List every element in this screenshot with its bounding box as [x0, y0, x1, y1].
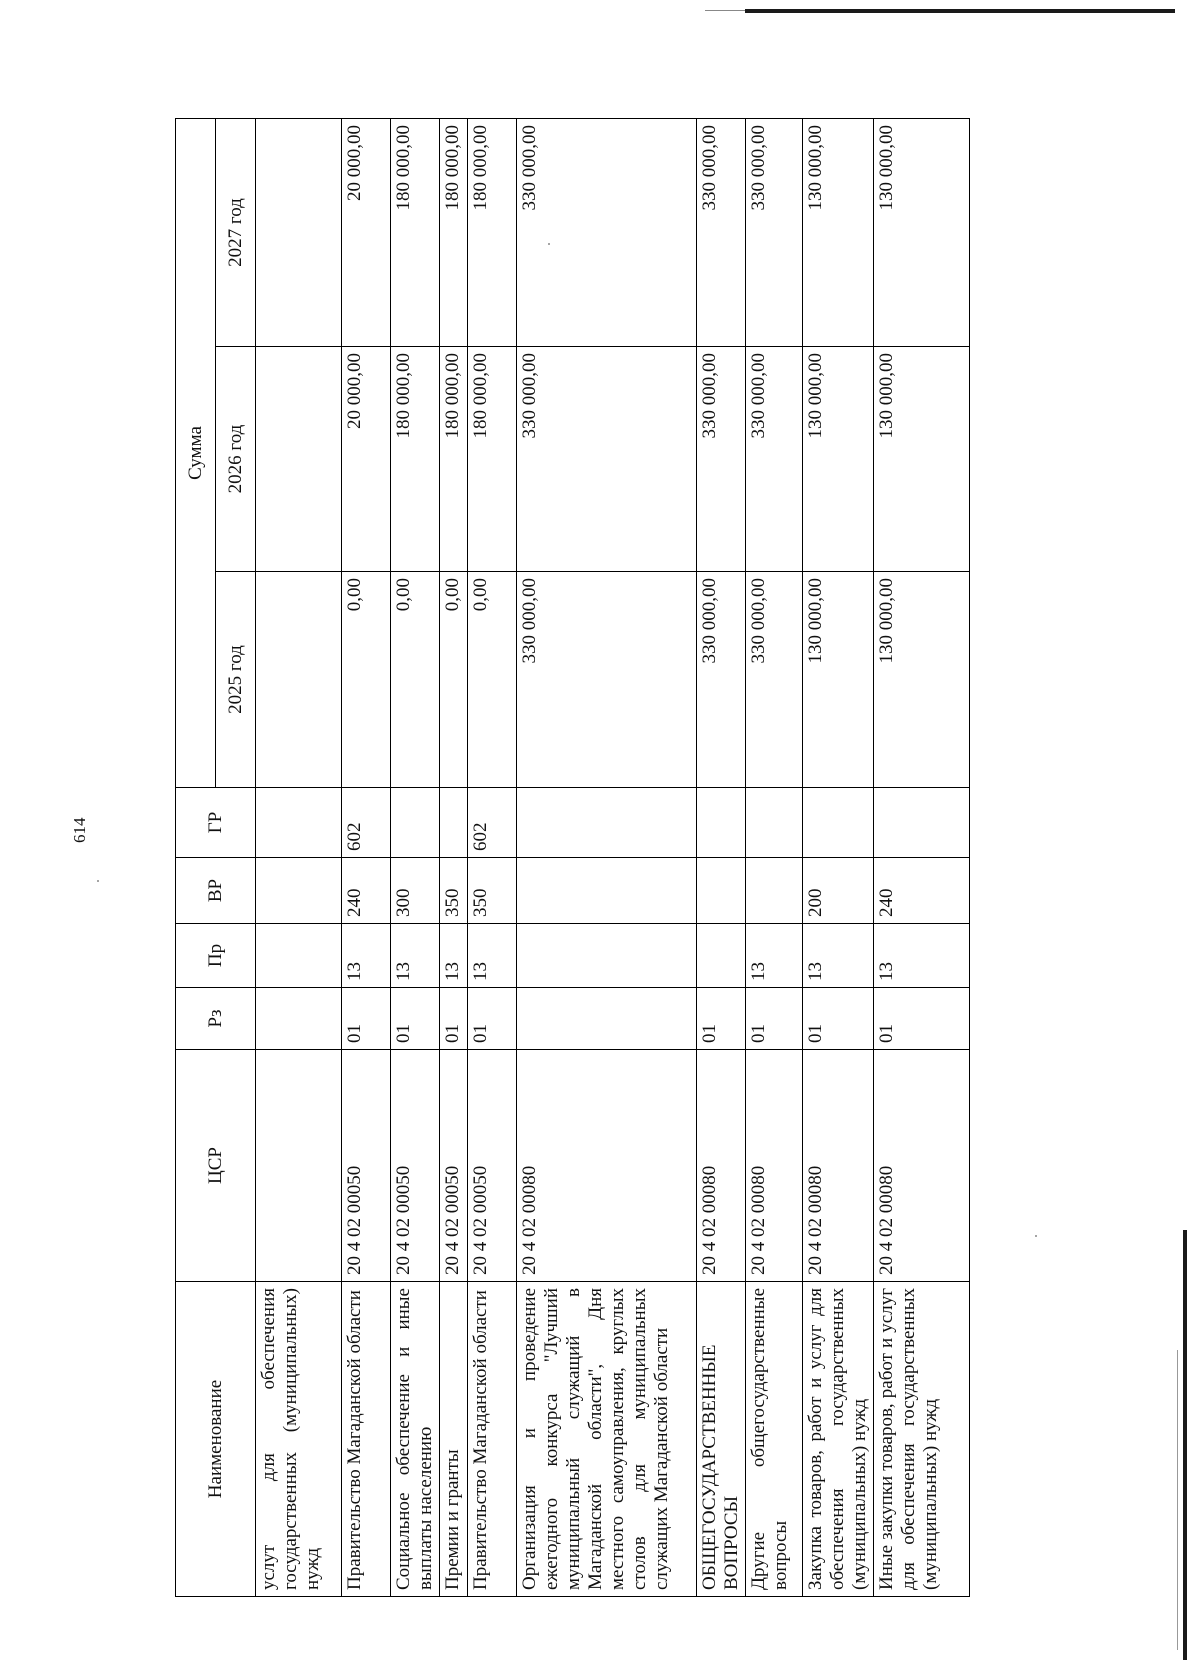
table-body — [256, 118, 970, 1596]
row-gr: 602 — [468, 788, 517, 858]
row-csr: 20 4 02 00050 — [391, 1050, 440, 1282]
header-vr: ВР — [176, 858, 256, 924]
row-sum-2026: 330 000,00 — [746, 347, 803, 572]
row-rz: 01 — [468, 988, 517, 1050]
row-csr: 20 4 02 00050 — [440, 1050, 468, 1282]
row-sum-2025: 330 000,00 — [517, 572, 697, 788]
row-pr: 13 — [803, 924, 874, 988]
row-rz: 01 — [746, 988, 803, 1050]
row-pr: 13 — [440, 924, 468, 988]
header-pr: Пр — [176, 924, 256, 988]
row-pr — [697, 924, 746, 988]
row-csr: 20 4 02 00080 — [517, 1050, 697, 1282]
row-sum-2026 — [256, 347, 342, 572]
row-sum-2027: 180 000,00 — [468, 118, 517, 346]
table-row — [391, 118, 440, 1596]
row-sum-2025: 130 000,00 — [874, 572, 970, 788]
header-name: Наименование — [176, 1282, 256, 1597]
row-vr: 350 — [468, 858, 517, 924]
table-row — [746, 118, 803, 1596]
row-sum-2025 — [256, 572, 342, 788]
row-sum-2025: 0,00 — [391, 572, 440, 788]
row-pr — [256, 924, 342, 988]
row-vr: 240 — [342, 858, 391, 924]
row-name: Правительство Магаданской области — [342, 1282, 391, 1597]
row-rz — [517, 988, 697, 1050]
row-gr — [256, 788, 342, 858]
row-name: Правительство Магаданской области — [468, 1282, 517, 1597]
header-gr: ГР — [176, 788, 256, 858]
row-name: Закупка товаров, работ и услуг для обеспечения государственных (муниципальных) нужд — [803, 1282, 874, 1597]
table-row — [440, 118, 468, 1596]
row-pr: 13 — [874, 924, 970, 988]
row-csr — [256, 1050, 342, 1282]
row-pr: 13 — [391, 924, 440, 988]
row-name: услут для обеспечения государственных (муниципальных) нужд — [256, 1282, 342, 1597]
row-sum-2027: 130 000,00 — [803, 118, 874, 346]
row-sum-2027: 180 000,00 — [440, 118, 468, 346]
row-name: Премии и гранты — [440, 1282, 468, 1597]
table-row — [874, 118, 970, 1596]
row-vr — [697, 858, 746, 924]
row-csr: 20 4 02 00080 — [874, 1050, 970, 1282]
row-sum-2027: 180 000,00 — [391, 118, 440, 346]
row-gr — [440, 788, 468, 858]
row-sum-2026: 20 000,00 — [342, 347, 391, 572]
row-pr: 13 — [468, 924, 517, 988]
row-sum-2027: 330 000,00 — [697, 118, 746, 346]
row-csr: 20 4 02 00080 — [697, 1050, 746, 1282]
table-row — [803, 118, 874, 1596]
row-vr: 240 — [874, 858, 970, 924]
row-csr: 20 4 02 00050 — [468, 1050, 517, 1282]
row-sum-2026: 130 000,00 — [874, 347, 970, 572]
scan-speck — [97, 880, 99, 882]
header-rz: Рз — [176, 988, 256, 1050]
row-rz: 01 — [440, 988, 468, 1050]
row-sum-2027: 130 000,00 — [874, 118, 970, 346]
table-row — [697, 118, 746, 1596]
row-vr — [746, 858, 803, 924]
table-header — [176, 118, 256, 1596]
row-sum-2025: 0,00 — [468, 572, 517, 788]
row-name: Социальное обеспечение и иные выплаты населению — [391, 1282, 440, 1597]
header-2026: 2026 год — [216, 347, 256, 572]
row-sum-2025: 330 000,00 — [746, 572, 803, 788]
scan-border-top — [745, 9, 1175, 13]
row-csr: 20 4 02 00080 — [746, 1050, 803, 1282]
row-name: Иные закупки товаров, работ и услуг для обеспечения государственных (муниципальных) нужд — [874, 1282, 970, 1597]
table-row — [517, 118, 697, 1596]
row-name: Другие общегосударственные вопросы — [746, 1282, 803, 1597]
header-sum: Сумма — [176, 118, 216, 787]
table-row — [256, 118, 342, 1596]
scan-border-right-thin — [1177, 1350, 1178, 1650]
row-sum-2027: 20 000,00 — [342, 118, 391, 346]
table-row — [468, 118, 517, 1596]
row-vr: 350 — [440, 858, 468, 924]
row-gr — [391, 788, 440, 858]
row-csr: 20 4 02 00050 — [342, 1050, 391, 1282]
row-sum-2026: 330 000,00 — [517, 347, 697, 572]
row-csr: 20 4 02 00080 — [803, 1050, 874, 1282]
row-sum-2025: 0,00 — [342, 572, 391, 788]
row-gr — [874, 788, 970, 858]
row-vr — [256, 858, 342, 924]
row-rz: 01 — [342, 988, 391, 1050]
row-rz: 01 — [391, 988, 440, 1050]
row-sum-2026: 180 000,00 — [468, 347, 517, 572]
row-pr: 13 — [746, 924, 803, 988]
row-sum-2027: 330 000,00 — [746, 118, 803, 346]
row-gr — [697, 788, 746, 858]
row-gr — [803, 788, 874, 858]
row-sum-2027: 330 000,00 — [517, 118, 697, 346]
row-sum-2026: 130 000,00 — [803, 347, 874, 572]
row-sum-2026: 330 000,00 — [697, 347, 746, 572]
row-rz: 01 — [803, 988, 874, 1050]
scan-border-right — [1183, 1230, 1187, 1660]
header-2027: 2027 год — [216, 118, 256, 346]
row-rz: 01 — [874, 988, 970, 1050]
table-row — [342, 118, 391, 1596]
row-vr — [517, 858, 697, 924]
row-pr — [517, 924, 697, 988]
row-sum-2026: 180 000,00 — [440, 347, 468, 572]
row-name: Организация и проведение ежегодного конкурса "Лучший муниципальный служащий в Магаданской области", Дня местного самоуправления, круглых столов для муниципальных служащих Магаданской области — [517, 1282, 697, 1597]
header-2025: 2025 год — [216, 572, 256, 788]
page-number: 614 — [70, 817, 89, 843]
header-csr: ЦСР — [176, 1050, 256, 1282]
row-gr — [517, 788, 697, 858]
row-rz: 01 — [697, 988, 746, 1050]
row-pr: 13 — [342, 924, 391, 988]
row-gr: 602 — [342, 788, 391, 858]
row-sum-2027 — [256, 118, 342, 346]
row-sum-2025: 0,00 — [440, 572, 468, 788]
row-name: ОБЩЕГОСУДАРСТВЕННЫЕ ВОПРОСЫ — [697, 1282, 746, 1597]
row-sum-2025: 330 000,00 — [697, 572, 746, 788]
budget-table — [175, 118, 970, 1597]
budget-table-sheet — [175, 119, 1123, 1597]
row-rz — [256, 988, 342, 1050]
row-vr: 200 — [803, 858, 874, 924]
row-sum-2026: 180 000,00 — [391, 347, 440, 572]
row-gr — [746, 788, 803, 858]
row-sum-2025: 130 000,00 — [803, 572, 874, 788]
row-vr: 300 — [391, 858, 440, 924]
